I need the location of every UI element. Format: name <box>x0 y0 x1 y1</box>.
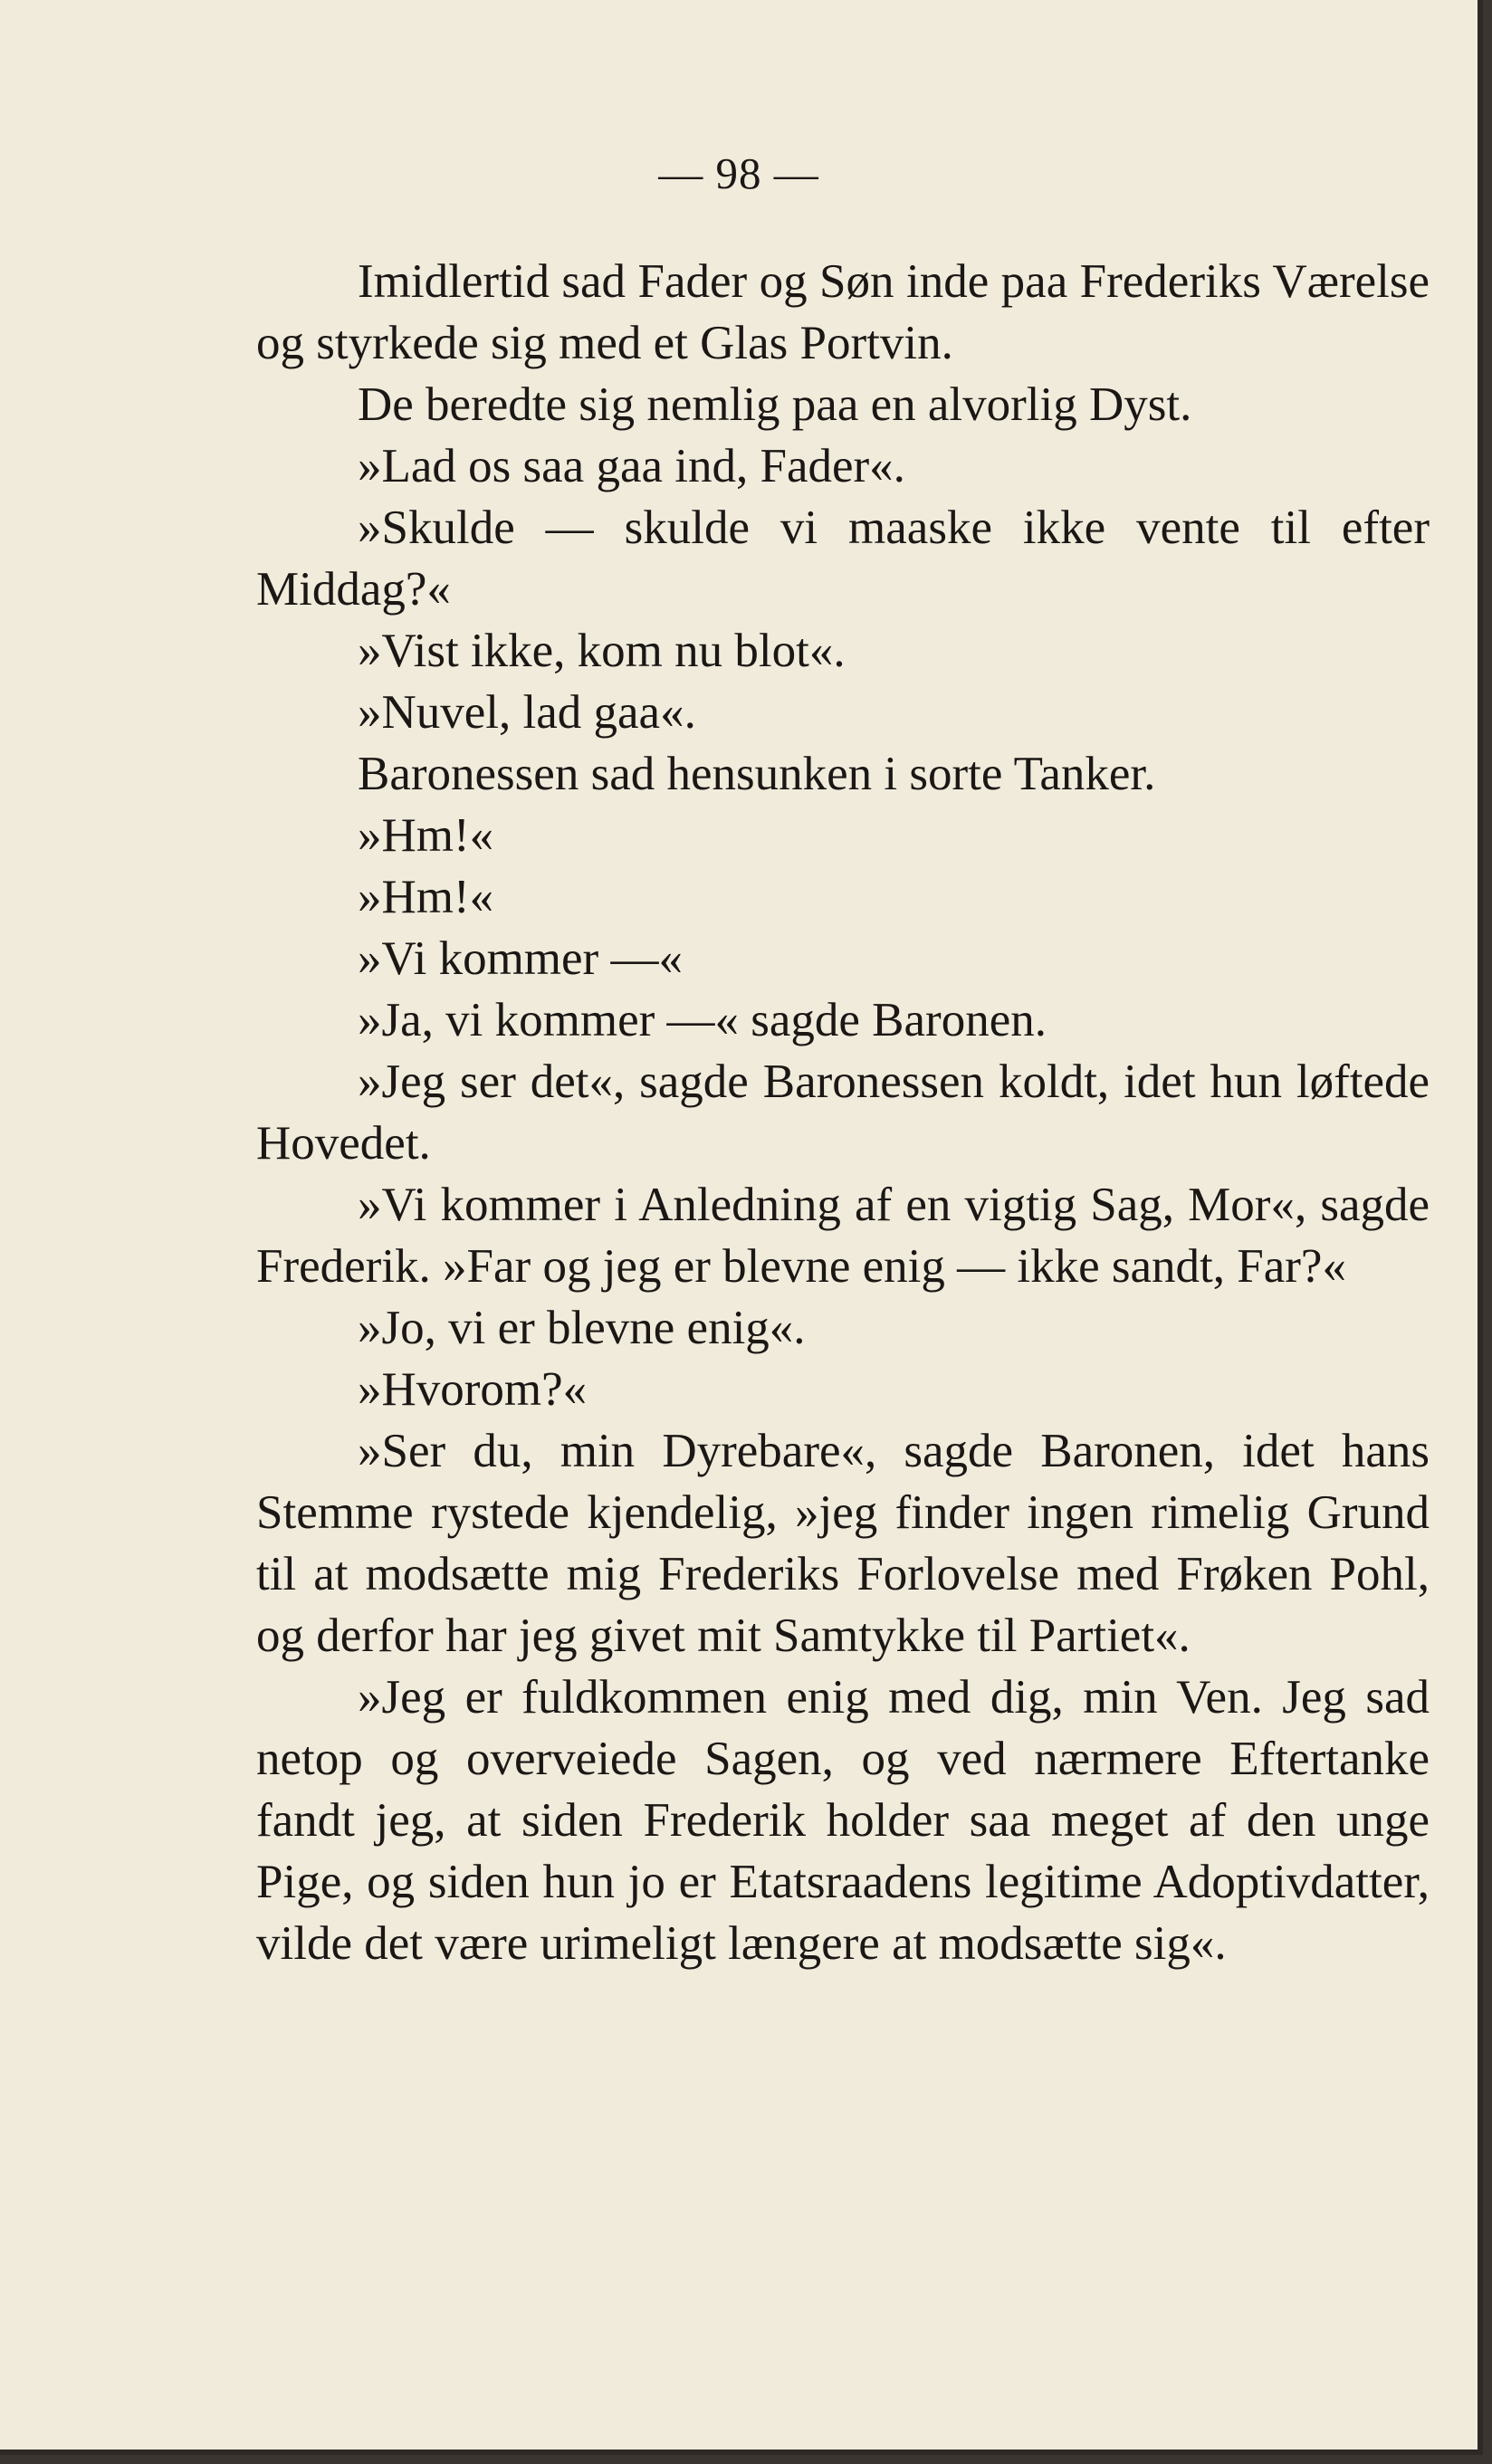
paragraph: De beredte sig nemlig paa en alvorlig Dyst. <box>358 378 1192 431</box>
paragraph: »Jeg ser det«, sagde Baronessen koldt, idet hun løftede Hovedet. <box>256 1055 1430 1170</box>
paragraph: »Vist ikke, kom nu blot«. <box>358 625 846 677</box>
paragraph: »Jo, vi er blevne enig«. <box>358 1302 806 1354</box>
paragraph: »Vi kommer i Anledning af en vigtig Sag, Mor«, sagde Frederik. »Far og jeg er blevne enig — ikke sandt, Far?« <box>256 1179 1430 1293</box>
paragraph: »Hm!« <box>358 809 494 862</box>
body-text <box>256 251 1430 1974</box>
paragraph: »Jeg er fuldkommen enig med dig, min Ven. Jeg sad netop og overveiede Sagen, og ved nærmere Eftertanke fandt jeg, at siden Frederik holder saa meget af den unge Pige, og siden hun jo er Etatsraadens legitime Adoptivdatter, vilde det være urimeligt længere at modsætte sig«. <box>256 1671 1430 1970</box>
paragraph: »Ser du, min Dyrebare«, sagde Baronen, idet hans Stemme rystede kjendelig, »jeg finder ingen rimelig Grund til at modsætte mig Frederiks Forlovelse med Frøken Pohl, og derfor har jeg givet mit Samtykke til Partiet«. <box>256 1425 1430 1662</box>
paragraph: »Vi kommer —« <box>358 932 683 985</box>
paragraph: Baronessen sad hensunken i sorte Tanker. <box>358 748 1156 800</box>
paragraph: »Skulde — skulde vi maaske ikke vente til efter Middag?« <box>256 501 1430 616</box>
paragraph: »Hm!« <box>358 871 494 923</box>
paragraph: »Hvorom?« <box>358 1363 588 1416</box>
paragraph: Imidlertid sad Fader og Søn inde paa Frederiks Værelse og styrkede sig med et Glas Portvin. <box>256 255 1430 369</box>
paragraph: »Lad os saa gaa ind, Fader«. <box>358 440 905 492</box>
page-number: — 98 — <box>658 148 819 198</box>
paragraph: »Nuvel, lad gaa«. <box>358 686 696 739</box>
paragraph: »Ja, vi kommer —« sagde Baronen. <box>358 994 1047 1046</box>
